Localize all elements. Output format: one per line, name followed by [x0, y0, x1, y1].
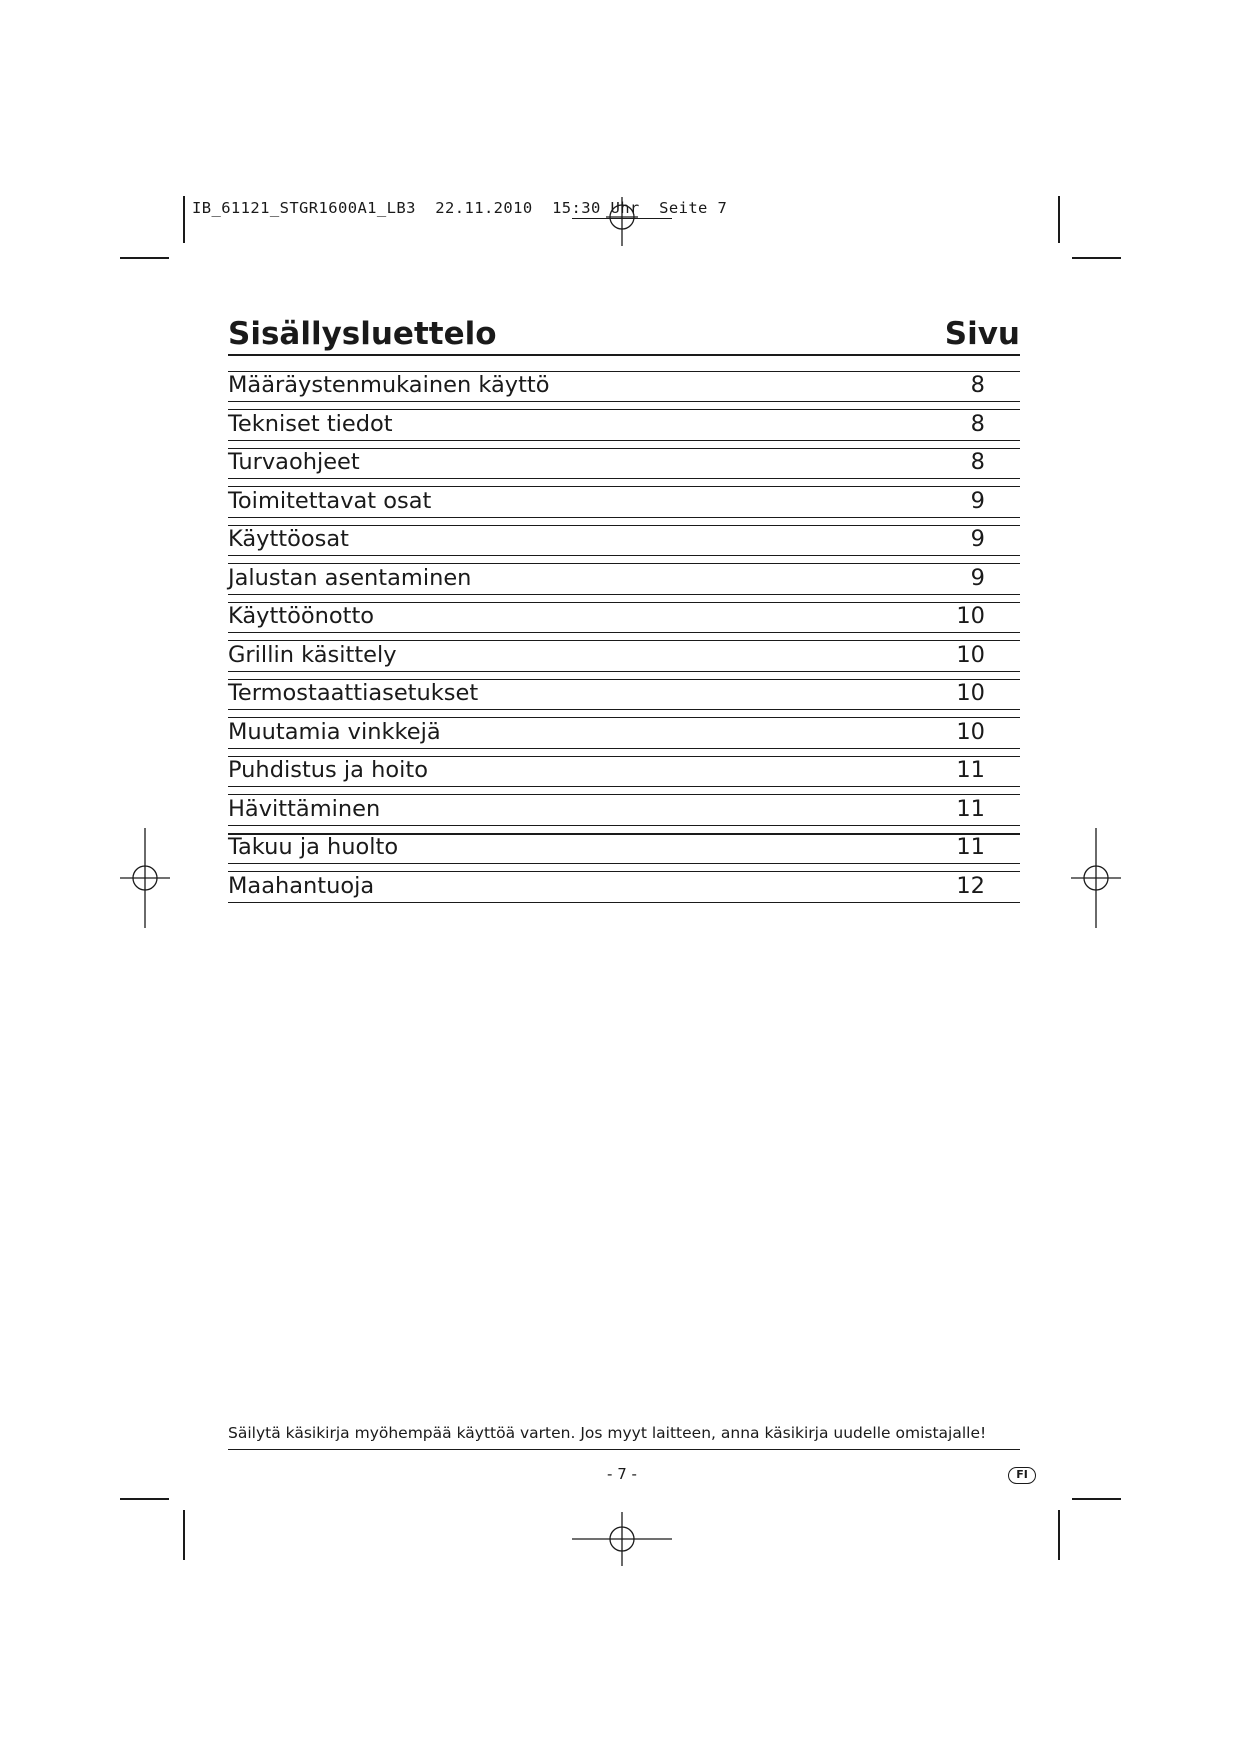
toc-rule [228, 825, 1020, 826]
toc-entry-page: 10 [956, 680, 985, 706]
toc-title: Sisällysluettelo [228, 316, 497, 352]
toc-rule [228, 709, 1020, 710]
toc-entry[interactable] [228, 372, 1020, 402]
toc-entry-label: Termostaattiasetukset [228, 680, 479, 706]
toc-entry[interactable] [228, 719, 1020, 749]
crop-mark [1058, 196, 1060, 243]
toc-heading [228, 316, 1020, 356]
toc-rule [228, 863, 1020, 864]
toc-entry-label: Grillin käsittely [228, 642, 397, 668]
crop-mark [120, 257, 169, 259]
registration-mark-icon [572, 192, 672, 248]
language-badge: FI [1008, 1467, 1036, 1484]
toc-rule [228, 440, 1020, 441]
registration-mark-icon [120, 828, 170, 928]
toc-rule [228, 632, 1020, 633]
toc-rule [228, 602, 1020, 603]
crop-mark [183, 1510, 185, 1560]
toc-entry[interactable] [228, 603, 1020, 633]
toc-rule [228, 748, 1020, 749]
toc-entry-page: 10 [956, 603, 985, 629]
toc-entry-label: Turvaohjeet [228, 449, 360, 475]
toc-rule [228, 555, 1020, 556]
toc-rule [228, 486, 1020, 487]
toc-entry[interactable] [228, 565, 1020, 595]
toc-entry-label: Käyttöönotto [228, 603, 375, 629]
toc-rule [228, 594, 1020, 595]
toc-entry[interactable] [228, 834, 1020, 864]
toc-entry-label: Käyttöosat [228, 526, 349, 552]
toc-rule [228, 409, 1020, 410]
toc-entry-label: Toimitettavat osat [228, 488, 432, 514]
toc-entry[interactable] [228, 796, 1020, 826]
crop-mark [1072, 257, 1121, 259]
toc-entry[interactable] [228, 873, 1020, 903]
footer-note: Säilytä käsikirja myöhempää käyttöä varten. Jos myyt laitteen, anna käsikirja uudelle omistajalle! [228, 1424, 987, 1442]
toc-entry-page: 11 [956, 834, 985, 860]
toc-rule [228, 671, 1020, 672]
toc-entry[interactable] [228, 526, 1020, 556]
toc-rule [228, 371, 1020, 372]
toc-entry[interactable] [228, 449, 1020, 479]
toc-entry-label: Maahantuoja [228, 873, 375, 899]
crop-mark [120, 1498, 169, 1500]
page-number: - 7 - [607, 1465, 637, 1483]
toc-rule [228, 871, 1020, 872]
registration-mark-icon [1071, 828, 1121, 928]
toc-entry[interactable] [228, 488, 1020, 518]
heading-rule [228, 354, 1020, 356]
toc-entry[interactable] [228, 642, 1020, 672]
toc-entry-page: 12 [956, 873, 985, 899]
toc-entry-page: 8 [970, 449, 985, 475]
toc-rule [228, 525, 1020, 526]
toc-entry[interactable] [228, 680, 1020, 710]
toc-entry-page: 11 [956, 796, 985, 822]
toc-rule [228, 679, 1020, 680]
crop-mark [1058, 1510, 1060, 1560]
toc-page-header: Sivu [944, 316, 1020, 352]
toc-entry-label: Jalustan asentaminen [228, 565, 472, 591]
toc-entry-page: 9 [970, 488, 985, 514]
toc-entry-label: Muutamia vinkkejä [228, 719, 441, 745]
toc-rule [228, 794, 1020, 795]
toc-rule [228, 401, 1020, 402]
crop-mark [183, 196, 185, 243]
toc-entry[interactable] [228, 411, 1020, 441]
toc-rule [228, 717, 1020, 718]
toc-rule [228, 833, 1020, 835]
toc-entry-label: Hävittäminen [228, 796, 381, 822]
toc-rule [228, 786, 1020, 787]
toc-entry-label: Määräystenmukainen käyttö [228, 372, 550, 398]
registration-mark-icon [572, 1508, 672, 1568]
toc-entry-label: Takuu ja huolto [228, 834, 399, 860]
toc-entry-page: 11 [956, 757, 985, 783]
toc-entry-label: Puhdistus ja hoito [228, 757, 428, 783]
toc-rule [228, 563, 1020, 564]
toc-entry-label: Tekniset tiedot [228, 411, 393, 437]
toc-entry-page: 9 [970, 565, 985, 591]
toc-rule [228, 448, 1020, 449]
toc-rule [228, 640, 1020, 641]
print-slug: IB_61121_STGR1600A1_LB3 22.11.2010 15:30 Uhr Seite 7 [192, 199, 728, 217]
toc-entry-page: 10 [956, 642, 985, 668]
footer-rule [228, 1449, 1020, 1450]
crop-mark [1072, 1498, 1121, 1500]
toc-entry-page: 8 [970, 411, 985, 437]
toc-entry[interactable] [228, 757, 1020, 787]
toc-rule [228, 756, 1020, 757]
toc-entry-page: 8 [970, 372, 985, 398]
toc-entry-page: 10 [956, 719, 985, 745]
toc-rule [228, 478, 1020, 479]
toc-rule [228, 902, 1020, 903]
toc-rule [228, 517, 1020, 518]
toc-entry-page: 9 [970, 526, 985, 552]
